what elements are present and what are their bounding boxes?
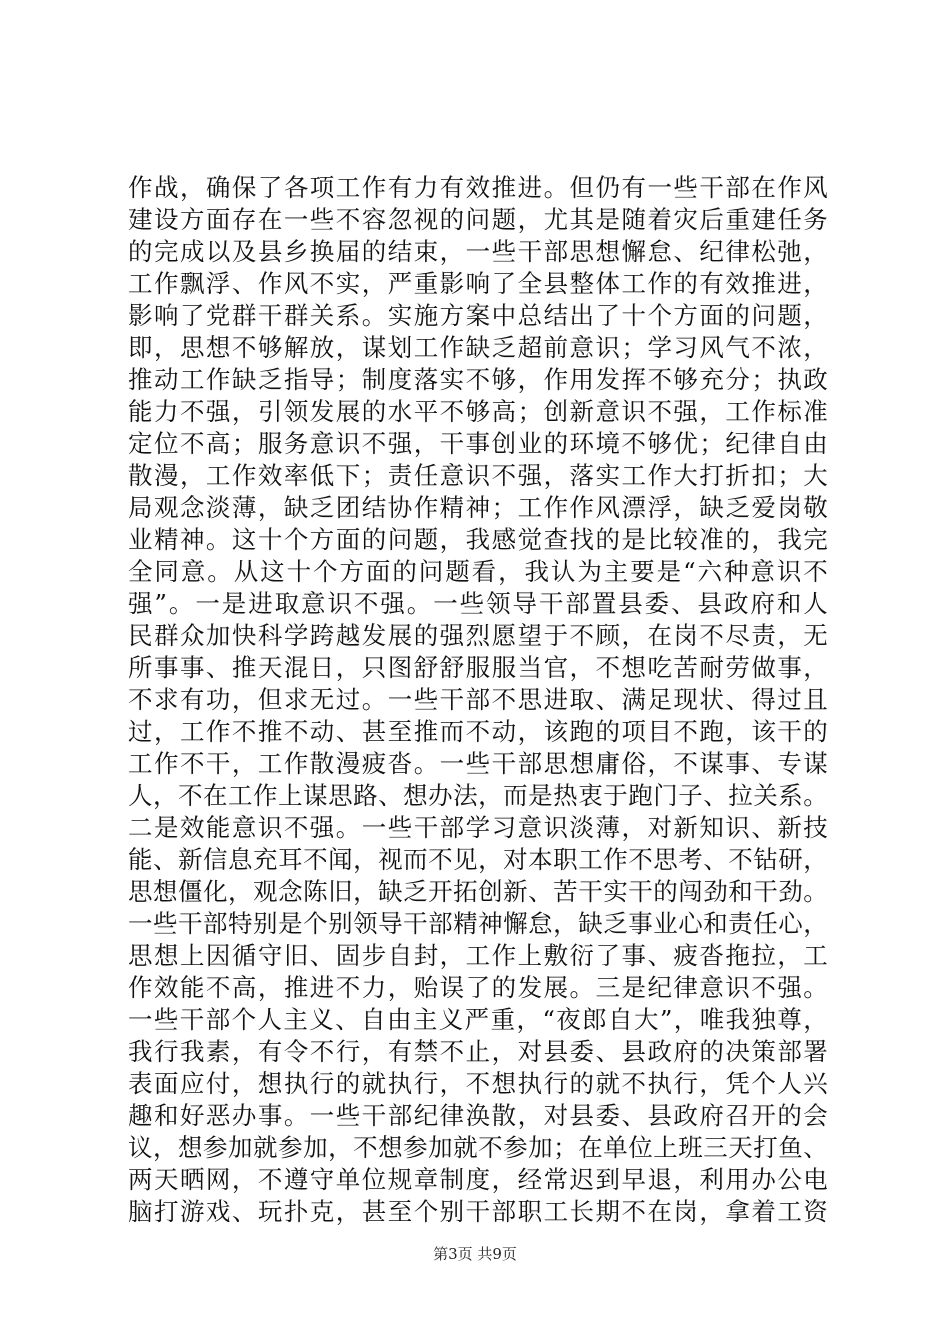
text-line: 业精神。这十个方面的问题，我感觉查找的是比较准的，我完: [128, 525, 828, 554]
text-line: 的完成以及县乡换届的结束，一些干部思想懈怠、纪律松弛，: [128, 237, 828, 266]
page-footer: [0, 1243, 950, 1264]
text-line: 我行我素，有令不行，有禁不止，对县委、县政府的决策部署: [128, 1037, 828, 1066]
text-line: 定位不高；服务意识不强，干事创业的环境不够优；纪律自由: [128, 429, 828, 458]
text-line: 作效能不高，推进不力，贻误了的发展。三是纪律意识不强。: [128, 973, 828, 1002]
text-line: 所事事、推天混日，只图舒舒服服当官，不想吃苦耐劳做事，: [128, 653, 828, 682]
text-line: 能力不强，引领发展的水平不够高；创新意识不强，工作标准: [128, 397, 828, 426]
text-line: 人，不在工作上谋思路、想办法，而是热衷于跑门子、拉关系。: [128, 781, 828, 810]
text-line: 二是效能意识不强。一些干部学习意识淡薄，对新知识、新技: [128, 813, 828, 842]
text-line: 影响了党群干群关系。实施方案中总结出了十个方面的问题，: [128, 301, 828, 330]
text-line: 散漫，工作效率低下；责任意识不强，落实工作大打折扣；大: [128, 461, 828, 490]
text-line: 不求有功，但求无过。一些干部不思进取、满足现状、得过且: [128, 685, 828, 714]
text-line: 趣和好恶办事。一些干部纪律涣散，对县委、县政府召开的会: [128, 1101, 828, 1130]
text-line: 工作飘浮、作风不实，严重影响了全县整体工作的有效推进，: [128, 269, 828, 298]
text-line: 作战，确保了各项工作有力有效推进。但仍有一些干部在作风: [128, 173, 828, 202]
text-line: 议，想参加就参加，不想参加就不参加；在单位上班三天打鱼、: [128, 1133, 828, 1162]
text-line: 一些干部特别是个别领导干部精神懈怠，缺乏事业心和责任心，: [128, 909, 828, 938]
text-line: 全同意。从这十个方面的问题看，我认为主要是“六种意识不: [128, 557, 828, 586]
text-line: 一些干部个人主义、自由主义严重，“夜郎自大”，唯我独尊，: [128, 1005, 828, 1034]
text-line: 表面应付，想执行的就执行，不想执行的就不执行，凭个人兴: [128, 1069, 828, 1098]
text-line: 推动工作缺乏指导；制度落实不够，作用发挥不够充分；执政: [128, 365, 828, 394]
text-line: 即，思想不够解放，谋划工作缺乏超前意识；学习风气不浓，: [128, 333, 828, 362]
text-line: 两天晒网，不遵守单位规章制度，经常迟到早退，利用办公电: [128, 1165, 828, 1194]
text-line: 强”。一是进取意识不强。一些领导干部置县委、县政府和人: [128, 589, 828, 618]
text-line: 思想上因循守旧、固步自封，工作上敷衍了事、疲沓拖拉，工: [128, 941, 828, 970]
text-line: 过，工作不推不动、甚至推而不动，该跑的项目不跑，该干的: [128, 717, 828, 746]
text-line: 局观念淡薄，缺乏团结协作精神；工作作风漂浮，缺乏爱岗敬: [128, 493, 828, 522]
text-line: 工作不干，工作散漫疲沓。一些干部思想庸俗，不谋事、专谋: [128, 749, 828, 778]
body-text: [128, 172, 828, 1228]
text-line: 建设方面存在一些不容忽视的问题，尤其是随着灾后重建任务: [128, 205, 828, 234]
text-line: 脑打游戏、玩扑克，甚至个别干部职工长期不在岗，拿着工资: [128, 1197, 828, 1226]
text-line: 思想僵化，观念陈旧，缺乏开拓创新、苦干实干的闯劲和干劲。: [128, 877, 828, 906]
page-number: 第3页 共9页: [433, 1245, 517, 1263]
text-line: 能、新信息充耳不闻，视而不见，对本职工作不思考、不钻研，: [128, 845, 828, 874]
text-line: 民群众加快科学跨越发展的强烈愿望于不顾，在岗不尽责，无: [128, 621, 828, 650]
